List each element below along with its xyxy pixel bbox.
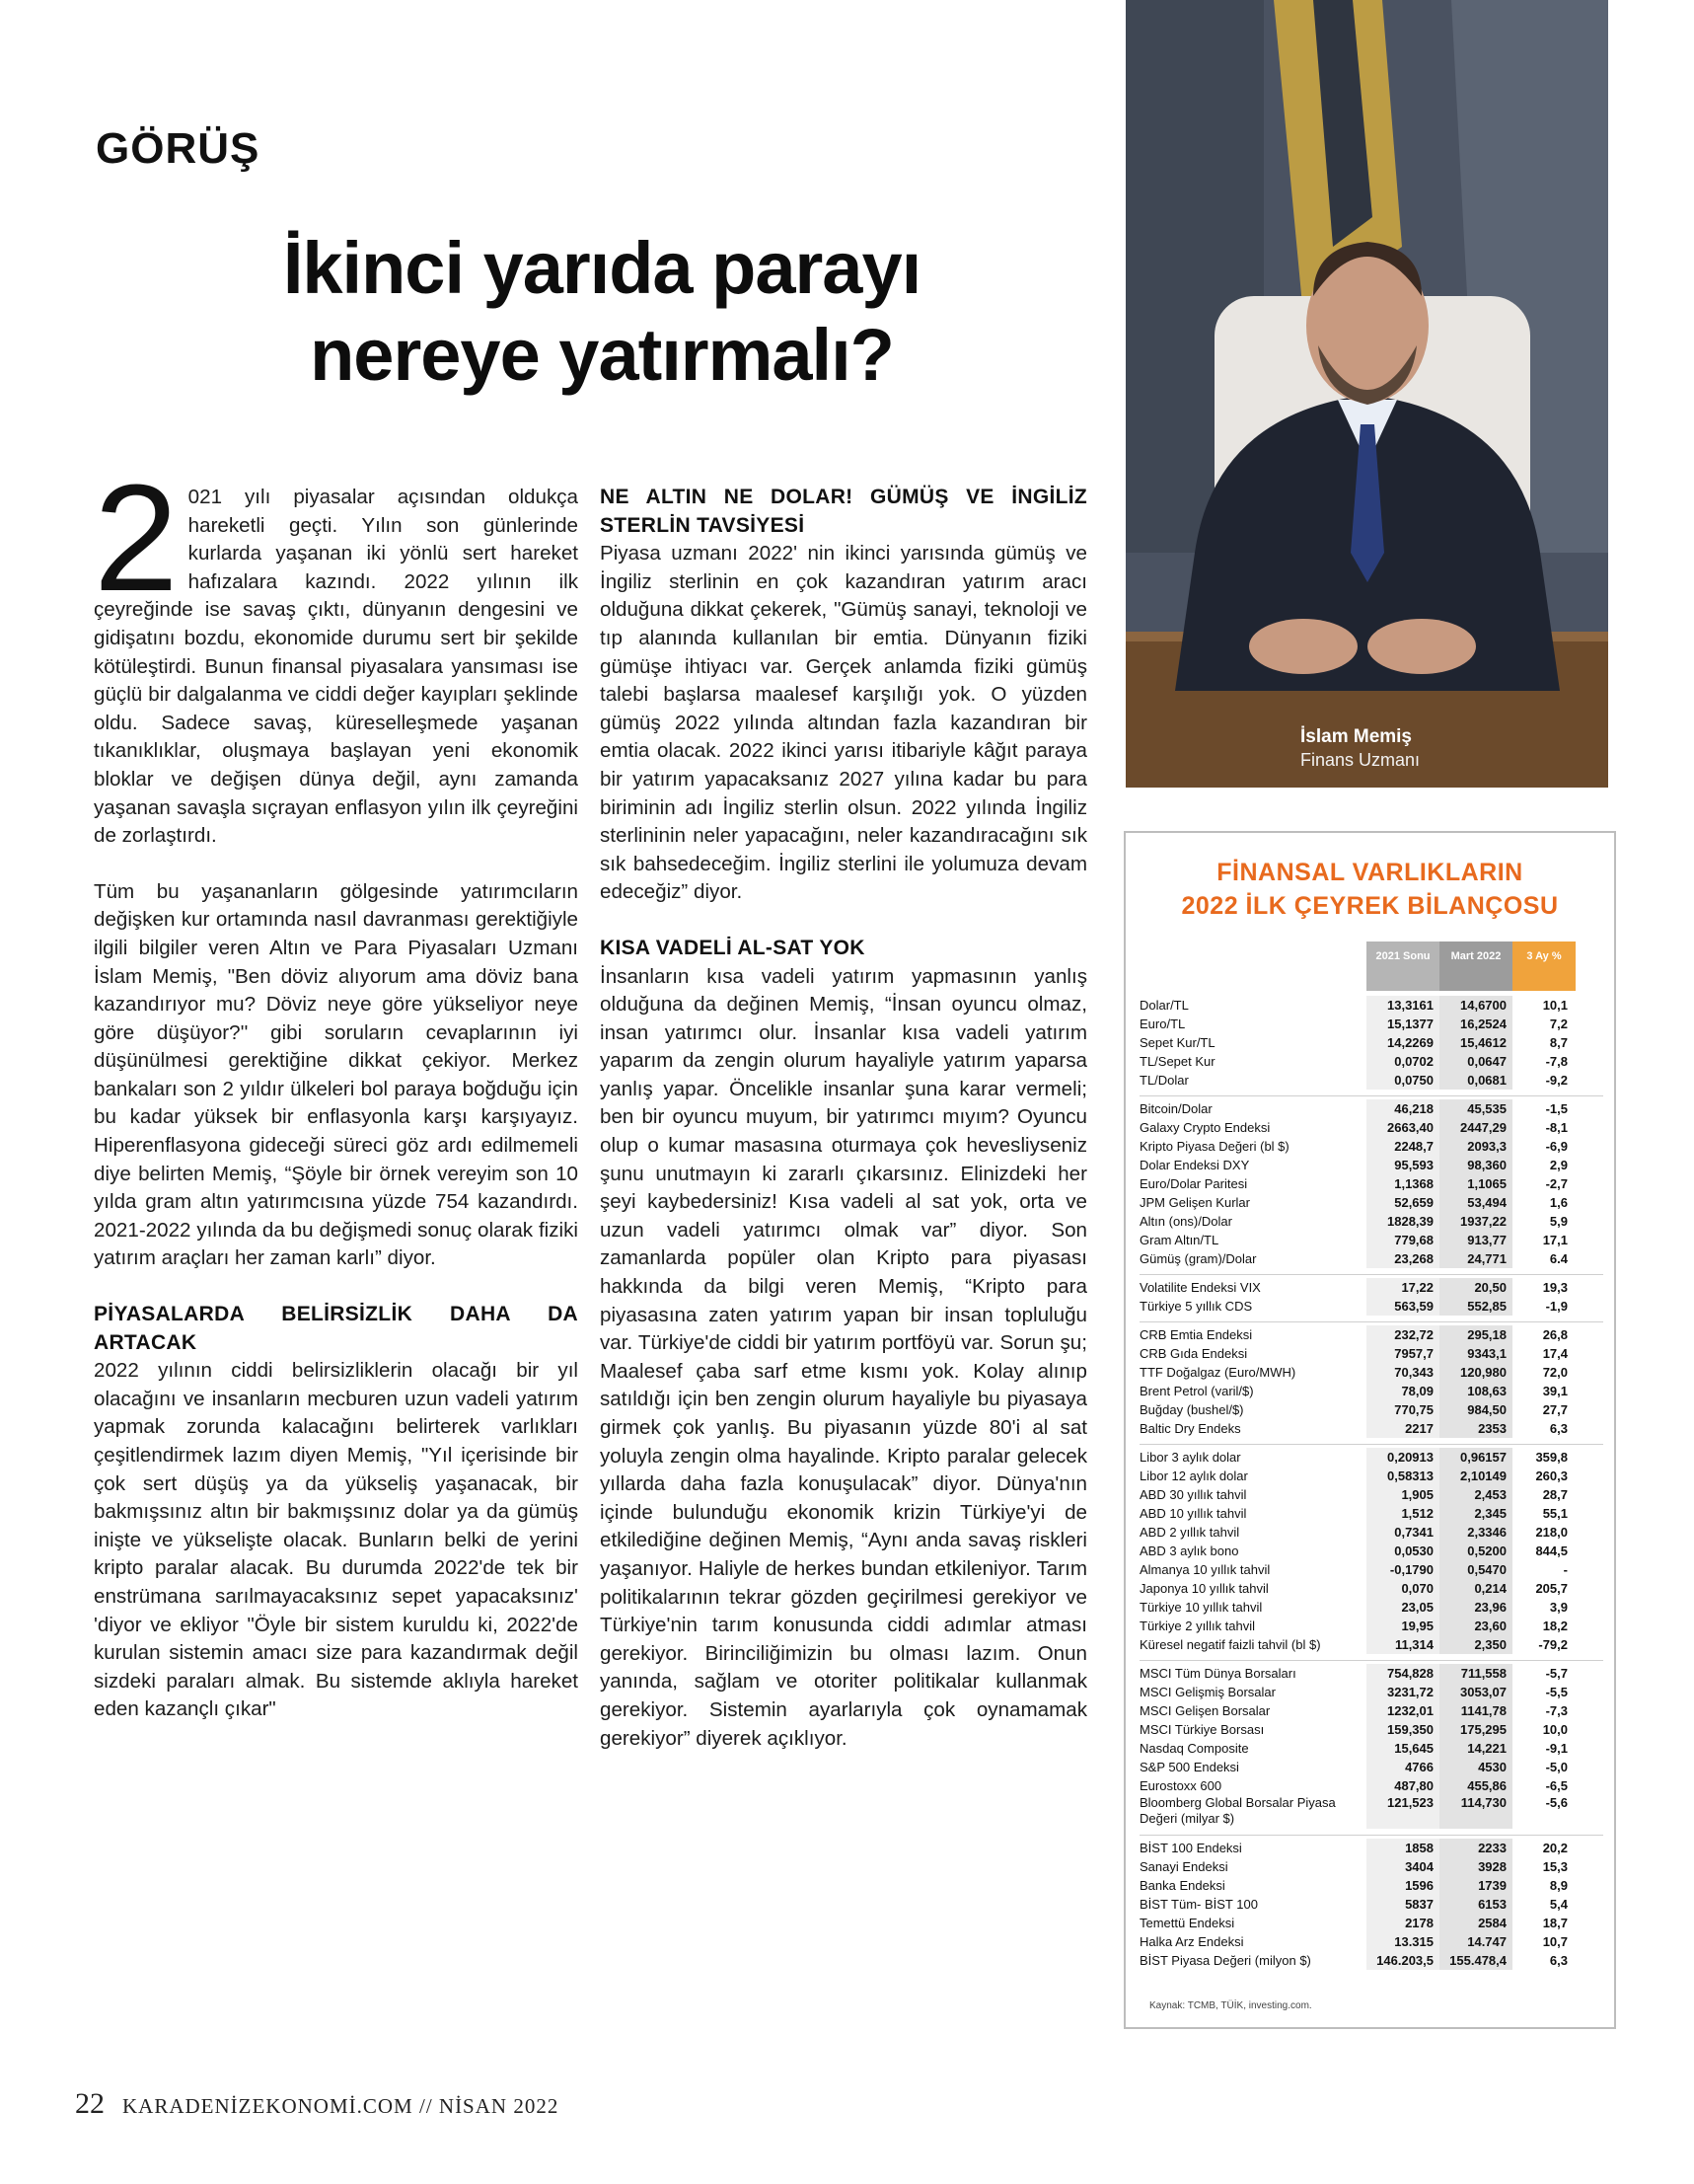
table-row	[1140, 1560, 1603, 1579]
value-mart-2022-cell: 108,63	[1439, 1382, 1512, 1400]
value-mart-2022-cell: 3928	[1439, 1857, 1512, 1876]
column-header-mart-2022: Mart 2022	[1439, 941, 1512, 991]
table-row	[1140, 1382, 1603, 1400]
asset-name-cell: ABD 30 yıllık tahvil	[1140, 1487, 1247, 1502]
table-row	[1140, 1617, 1603, 1635]
table-row	[1140, 1363, 1603, 1382]
value-2021-cell: 52,659	[1366, 1193, 1439, 1212]
asset-name-cell: MSCI Gelişen Borsalar	[1140, 1703, 1271, 1718]
value-mart-2022-cell: 0,0681	[1439, 1071, 1512, 1090]
value-2021-cell: 4766	[1366, 1758, 1439, 1776]
table-row	[1140, 1579, 1603, 1598]
table-row	[1140, 1052, 1603, 1071]
change-3-ay-cell: 5,4	[1512, 1895, 1574, 1914]
table-row	[1140, 1071, 1603, 1090]
value-2021-cell: 779,68	[1366, 1231, 1439, 1249]
asset-name-cell: Libor 3 aylık dolar	[1140, 1450, 1241, 1465]
headline-line-2: nereye yatırmalı?	[310, 314, 894, 396]
change-3-ay-cell: 72,0	[1512, 1363, 1574, 1382]
asset-name-cell: Euro/TL	[1140, 1017, 1186, 1031]
value-mart-2022-cell: 295,18	[1439, 1325, 1512, 1344]
value-2021-cell: 23,05	[1366, 1598, 1439, 1617]
value-2021-cell: 70,343	[1366, 1363, 1439, 1382]
asset-name-cell: Sanayi Endeksi	[1140, 1859, 1228, 1874]
subheading: KISA VADELİ AL-SAT YOK	[600, 936, 865, 959]
value-mart-2022-cell: 0,96157	[1439, 1448, 1512, 1467]
change-3-ay-cell: -6,5	[1512, 1776, 1574, 1795]
table-row	[1140, 1400, 1603, 1419]
table-source: Kaynak: TCMB, TÜİK, investing.com.	[1149, 2000, 1312, 2011]
asset-name-cell: Banka Endeksi	[1140, 1878, 1225, 1893]
value-2021-cell: 1,905	[1366, 1485, 1439, 1504]
table-title-line-1: FİNANSAL VARLIKLARIN	[1216, 859, 1523, 886]
value-2021-cell: 0,0750	[1366, 1071, 1439, 1090]
change-3-ay-cell: 205,7	[1512, 1579, 1574, 1598]
table-row	[1140, 1876, 1603, 1895]
asset-name-cell: Brent Petrol (varil/$)	[1140, 1384, 1254, 1398]
change-3-ay-cell: 8,9	[1512, 1876, 1574, 1895]
table-body	[1140, 993, 1603, 1976]
value-mart-2022-cell: 2,453	[1439, 1485, 1512, 1504]
value-mart-2022-cell: 15,4612	[1439, 1033, 1512, 1052]
change-3-ay-cell: 6,3	[1512, 1951, 1574, 1970]
value-2021-cell: 1858	[1366, 1839, 1439, 1857]
value-mart-2022-cell: 14.747	[1439, 1932, 1512, 1951]
table-row	[1140, 1118, 1603, 1137]
table-row	[1140, 996, 1603, 1015]
table-row	[1140, 1739, 1603, 1758]
portrait-photo	[1126, 0, 1608, 788]
value-mart-2022-cell: 0,5200	[1439, 1542, 1512, 1560]
value-2021-cell: 0,58313	[1366, 1467, 1439, 1485]
value-2021-cell: 23,268	[1366, 1249, 1439, 1268]
value-2021-cell: 1596	[1366, 1876, 1439, 1895]
table-row	[1140, 1895, 1603, 1914]
change-3-ay-cell: 6,3	[1512, 1419, 1574, 1438]
table-group	[1140, 1274, 1603, 1321]
value-2021-cell: 2178	[1366, 1914, 1439, 1932]
asset-name-cell: ABD 10 yıllık tahvil	[1140, 1506, 1247, 1521]
table-row	[1140, 1249, 1603, 1268]
value-2021-cell: 1232,01	[1366, 1701, 1439, 1720]
value-2021-cell: 17,22	[1366, 1278, 1439, 1297]
value-2021-cell: 13.315	[1366, 1932, 1439, 1951]
change-3-ay-cell: 55,1	[1512, 1504, 1574, 1523]
change-3-ay-cell: -5,0	[1512, 1758, 1574, 1776]
paragraph: Tüm bu yaşananların gölgesinde yatırımcıların değişken kur ortamında nasıl davranması gerektiğiyle ilgili bilgiler veren Altın ve Para Piyasaları Uzmanı İslam Memiş, "Ben döviz alıyorum ama döviz bana kazandırıyor mu? Döviz neye göre yükseliyor neye göre düşüyor?'' gibi soruların cevaplarının iyi düşünülmesi gerektiğine dikkat çekiyor. Merkez bankaları son 2 yıldır ülkeleri bol paraya boğduğu için bu kadar yüksek bir enflasyonla karşı karşıyayız. Hiperenflasyona gideceği süreci göz ardı edilmemeli diye belirten Memiş, “Şöyle bir örnek vereyim son 10 yılda gram altın yatırımcısına yüzde 754 kazandırdı. 2021-2022 yılında da bu değişmedi sonuç olarak fiziki yatırım araçları her zaman karlı” diyor.	[94, 879, 578, 1270]
asset-name-cell: MSCI Gelişmiş Borsalar	[1140, 1685, 1276, 1699]
value-mart-2022-cell: 23,96	[1439, 1598, 1512, 1617]
change-3-ay-cell: 18,7	[1512, 1914, 1574, 1932]
table-row	[1140, 1448, 1603, 1467]
change-3-ay-cell: -6,9	[1512, 1137, 1574, 1156]
table-row	[1140, 1212, 1603, 1231]
value-2021-cell: 0,0530	[1366, 1542, 1439, 1560]
table-group	[1140, 1095, 1603, 1274]
table-row	[1140, 1231, 1603, 1249]
headline	[148, 225, 1056, 399]
value-2021-cell: 487,80	[1366, 1776, 1439, 1795]
change-3-ay-cell: 3,9	[1512, 1598, 1574, 1617]
change-3-ay-cell: 1,6	[1512, 1193, 1574, 1212]
change-3-ay-cell: 359,8	[1512, 1448, 1574, 1467]
table-row	[1140, 1635, 1603, 1654]
change-3-ay-cell: 27,7	[1512, 1400, 1574, 1419]
asset-name-cell: Libor 12 aylık dolar	[1140, 1469, 1248, 1483]
table-group	[1140, 1835, 1603, 1976]
asset-name-cell: TTF Doğalgaz (Euro/MWH)	[1140, 1365, 1296, 1380]
change-3-ay-cell: -5,6	[1512, 1795, 1574, 1829]
value-2021-cell: 146.203,5	[1366, 1951, 1439, 1970]
value-mart-2022-cell: 155.478,4	[1439, 1951, 1512, 1970]
value-mart-2022-cell: 24,771	[1439, 1249, 1512, 1268]
table-row	[1140, 1099, 1603, 1118]
asset-name-cell: Dolar/TL	[1140, 998, 1189, 1013]
table-row	[1140, 1174, 1603, 1193]
table-row	[1140, 1542, 1603, 1560]
asset-name-cell: Japonya 10 yıllık tahvil	[1140, 1581, 1269, 1596]
paragraph: Piyasa uzmanı 2022' nin ikinci yarısında gümüş ve İngiliz sterlinin en çok kazandıran yatırım aracı olduğuna dikkat çekerek, "Gümüş sanayi, teknoloji ve tıp alanında kullanılan bir emtia. Dünyanın fiziki gümüşe ihtiyacı var. Gerçek anlamda fiziki gümüş talebi başlarsa maalesef karşılığı yok. O yüzden gümüş 2022 yılında altından fazla kazandıran bir emtia olacak. 2022 ikinci yarısı itibariyle kâğıt paraya bir yatırım yapacaksanız 2027 yılına kadar bu para biriminin adı İngiliz sterlin olsun. 2022 yılında İngiliz sterlininin neler yapacağını, neler kazandıracağını sık sık bahsedeceğim. İngiliz sterlini ile yolumuza devam edeceğiz” diyor.	[600, 542, 1087, 904]
table-row	[1140, 1758, 1603, 1776]
table-row	[1140, 1033, 1603, 1052]
table-row	[1140, 1932, 1603, 1951]
value-2021-cell: 15,1377	[1366, 1015, 1439, 1033]
table-group	[1140, 993, 1603, 1095]
value-mart-2022-cell: 16,2524	[1439, 1015, 1512, 1033]
change-3-ay-cell: -1,5	[1512, 1099, 1574, 1118]
table-row	[1140, 1137, 1603, 1156]
change-3-ay-cell: -5,7	[1512, 1664, 1574, 1683]
table-row	[1140, 1156, 1603, 1174]
publication-name: KARADENİZEKONOMİ.COM // NİSAN 2022	[122, 2094, 559, 2118]
value-2021-cell: 5837	[1366, 1895, 1439, 1914]
page-footer	[75, 2087, 558, 2121]
value-mart-2022-cell: 9343,1	[1439, 1344, 1512, 1363]
value-mart-2022-cell: 2447,29	[1439, 1118, 1512, 1137]
value-mart-2022-cell: 0,5470	[1439, 1560, 1512, 1579]
asset-name-cell: Gram Altın/TL	[1140, 1233, 1219, 1247]
value-mart-2022-cell: 1141,78	[1439, 1701, 1512, 1720]
value-mart-2022-cell: 711,558	[1439, 1664, 1512, 1683]
table-row	[1140, 1701, 1603, 1720]
value-2021-cell: 46,218	[1366, 1099, 1439, 1118]
value-mart-2022-cell: 6153	[1439, 1895, 1512, 1914]
asset-name-cell: Galaxy Crypto Endeksi	[1140, 1120, 1271, 1135]
asset-name-cell: S&P 500 Endeksi	[1140, 1760, 1239, 1774]
change-3-ay-cell: -1,9	[1512, 1297, 1574, 1316]
value-mart-2022-cell: 114,730	[1439, 1795, 1512, 1829]
table-row	[1140, 1467, 1603, 1485]
value-2021-cell: 1,1368	[1366, 1174, 1439, 1193]
asset-name-cell: Sepet Kur/TL	[1140, 1035, 1215, 1050]
change-3-ay-cell: -5,5	[1512, 1683, 1574, 1701]
change-3-ay-cell: 39,1	[1512, 1382, 1574, 1400]
change-3-ay-cell: 17,4	[1512, 1344, 1574, 1363]
asset-name-cell: Volatilite Endeksi VIX	[1140, 1280, 1261, 1295]
table-row	[1140, 1857, 1603, 1876]
value-mart-2022-cell: 23,60	[1439, 1617, 1512, 1635]
asset-name-cell: Almanya 10 yıllık tahvil	[1140, 1562, 1271, 1577]
change-3-ay-cell: 10,0	[1512, 1720, 1574, 1739]
change-3-ay-cell: -7,8	[1512, 1052, 1574, 1071]
intro-text: 021 yılı piyasalar açısından oldukça hareketli geçti. Yılın son günlerinde kurlarda yaşanan iki yönlü sert hareket hafızalara kazındı. 2022 yılının ilk çeyreğinde ise savaş çıktı, dünyanın dengesini ve gidişatını bozdu, ekonomide durumu sert bir şekilde kötüleştirdi. Bunun finansal piyasalara yansıması ise güçlü bir dalgalanma ve ciddi değer kayıpları şeklinde oldu. Sadece savaş, küreselleşmede yaşanan tıkanıklıklar, oluşmaya başlayan yeni ekonomik bloklar ve değişen dünya değil, aynı zamanda yaşanan savaşla sıçrayan enflasyon yılın ilk çeyreğini de zorlaştırdı.	[94, 486, 578, 848]
table-row	[1140, 1839, 1603, 1857]
table-row	[1140, 1914, 1603, 1932]
column-header-2021: 2021 Sonu	[1366, 941, 1439, 991]
change-3-ay-cell: -	[1512, 1560, 1574, 1579]
table-group	[1140, 1660, 1603, 1835]
value-mart-2022-cell: 4530	[1439, 1758, 1512, 1776]
table-row	[1140, 1278, 1603, 1297]
change-3-ay-cell: 28,7	[1512, 1485, 1574, 1504]
value-mart-2022-cell: 913,77	[1439, 1231, 1512, 1249]
asset-name-cell: MSCI Türkiye Borsası	[1140, 1722, 1265, 1737]
asset-name-cell: Türkiye 5 yıllık CDS	[1140, 1299, 1253, 1314]
table-row	[1140, 1523, 1603, 1542]
value-2021-cell: 0,070	[1366, 1579, 1439, 1598]
table-row	[1140, 1193, 1603, 1212]
change-3-ay-cell: 10,7	[1512, 1932, 1574, 1951]
value-2021-cell: 563,59	[1366, 1297, 1439, 1316]
value-mart-2022-cell: 2584	[1439, 1914, 1512, 1932]
change-3-ay-cell: 260,3	[1512, 1467, 1574, 1485]
value-mart-2022-cell: 98,360	[1439, 1156, 1512, 1174]
value-2021-cell: 13,3161	[1366, 996, 1439, 1015]
value-mart-2022-cell: 3053,07	[1439, 1683, 1512, 1701]
asset-name-cell: BİST Tüm- BİST 100	[1140, 1897, 1258, 1912]
table-row	[1140, 1598, 1603, 1617]
table-row	[1140, 1951, 1603, 1970]
column-header-3-ay: 3 Ay %	[1512, 941, 1576, 991]
value-mart-2022-cell: 2,3346	[1439, 1523, 1512, 1542]
asset-name-cell: ABD 3 aylık bono	[1140, 1544, 1239, 1558]
value-2021-cell: -0,1790	[1366, 1560, 1439, 1579]
value-mart-2022-cell: 1937,22	[1439, 1212, 1512, 1231]
value-2021-cell: 0,7341	[1366, 1523, 1439, 1542]
subheading: PİYASALARDA BELİRSİZLİK DAHA DA ARTACAK	[94, 1303, 578, 1354]
table-group	[1140, 1321, 1603, 1444]
table-row	[1140, 1776, 1603, 1795]
table-row	[1140, 1325, 1603, 1344]
change-3-ay-cell: 10,1	[1512, 996, 1574, 1015]
value-2021-cell: 2663,40	[1366, 1118, 1439, 1137]
change-3-ay-cell: 6.4	[1512, 1249, 1574, 1268]
value-2021-cell: 159,350	[1366, 1720, 1439, 1739]
value-mart-2022-cell: 2233	[1439, 1839, 1512, 1857]
value-2021-cell: 232,72	[1366, 1325, 1439, 1344]
change-3-ay-cell: 844,5	[1512, 1542, 1574, 1560]
value-mart-2022-cell: 984,50	[1439, 1400, 1512, 1419]
value-2021-cell: 78,09	[1366, 1382, 1439, 1400]
table-row	[1140, 1683, 1603, 1701]
table-row	[1140, 1297, 1603, 1316]
asset-name-cell: Nasdaq Composite	[1140, 1741, 1249, 1756]
value-2021-cell: 7957,7	[1366, 1344, 1439, 1363]
asset-name-cell: Buğday (bushel/$)	[1140, 1402, 1244, 1417]
value-mart-2022-cell: 2093,3	[1439, 1137, 1512, 1156]
change-3-ay-cell: 7,2	[1512, 1015, 1574, 1033]
value-mart-2022-cell: 53,494	[1439, 1193, 1512, 1212]
value-2021-cell: 0,20913	[1366, 1448, 1439, 1467]
change-3-ay-cell: 15,3	[1512, 1857, 1574, 1876]
value-2021-cell: 95,593	[1366, 1156, 1439, 1174]
value-mart-2022-cell: 1,1065	[1439, 1174, 1512, 1193]
table-title-line-2: 2022 İLK ÇEYREK BİLANÇOSU	[1181, 892, 1559, 920]
table-row	[1140, 1419, 1603, 1438]
asset-name-cell: Euro/Dolar Paritesi	[1140, 1176, 1248, 1191]
change-3-ay-cell: -79,2	[1512, 1635, 1574, 1654]
value-mart-2022-cell: 2,10149	[1439, 1467, 1512, 1485]
value-2021-cell: 15,645	[1366, 1739, 1439, 1758]
table-row	[1140, 1485, 1603, 1504]
asset-name-cell: Bloomberg Global Borsalar Piyasa Değeri (milyar $)	[1140, 1795, 1336, 1826]
table-row	[1140, 1504, 1603, 1523]
change-3-ay-cell: 26,8	[1512, 1325, 1574, 1344]
change-3-ay-cell: -9,2	[1512, 1071, 1574, 1090]
asset-name-cell: Dolar Endeksi DXY	[1140, 1158, 1250, 1172]
article-column-1	[94, 453, 578, 1752]
change-3-ay-cell: -9,1	[1512, 1739, 1574, 1758]
value-mart-2022-cell: 20,50	[1439, 1278, 1512, 1297]
change-3-ay-cell: 5,9	[1512, 1212, 1574, 1231]
table-row	[1140, 1015, 1603, 1033]
value-2021-cell: 2217	[1366, 1419, 1439, 1438]
change-3-ay-cell: 8,7	[1512, 1033, 1574, 1052]
value-mart-2022-cell: 14,221	[1439, 1739, 1512, 1758]
value-mart-2022-cell: 120,980	[1439, 1363, 1512, 1382]
value-mart-2022-cell: 45,535	[1439, 1099, 1512, 1118]
subheading: NE ALTIN NE DOLAR! GÜMÜŞ VE İNGİLİZ STERLİN TAVSİYESİ	[600, 486, 1087, 537]
asset-name-cell: Halka Arz Endeksi	[1140, 1934, 1244, 1949]
value-2021-cell: 3404	[1366, 1857, 1439, 1876]
value-2021-cell: 2248,7	[1366, 1137, 1439, 1156]
asset-name-cell: Kripto Piyasa Değeri (bl $)	[1140, 1139, 1289, 1154]
paragraph: 2022 yılının ciddi belirsizliklerin olacağı bir yıl olacağını ve insanların mecburen uzun vadeli yatırım yapmak zorunda kalacağını belirterek varlıkları çeşitlendirmek lazım diyen Memiş, "Yıl içerisinde bir çok sert düşüş ya da yükseliş yaşanacak, bir bakmışsınız altın bir bakmışsınız dolar ya da gümüş inişte ve yükselişte olacak. Bunların belki de yerini kripto paralar alacak. Bu durumda 2022'de tek bir enstrümana sarılmayacaksınız sepet yapacaksınız' 'diyor ve ekliyor "Öyle bir sistem kuruldu ki, 2022'de kurulan sistemin amacı size para kazandırmak değil sizdeki paraları almak. Bu sistemde aklıyla hareket eden kazançlı çıkar"	[94, 1359, 578, 1721]
value-mart-2022-cell: 0,214	[1439, 1579, 1512, 1598]
value-2021-cell: 1828,39	[1366, 1212, 1439, 1231]
headline-line-1: İkinci yarıda parayı	[282, 227, 921, 309]
asset-name-cell: Altın (ons)/Dolar	[1140, 1214, 1232, 1229]
financial-assets-table	[1124, 831, 1616, 2029]
value-mart-2022-cell: 175,295	[1439, 1720, 1512, 1739]
asset-name-cell: Baltic Dry Endeks	[1140, 1421, 1241, 1436]
dropcap: 2	[94, 453, 179, 623]
paragraph: İnsanların kısa vadeli yatırım yapmasının yanlış olduğuna da değinen Memiş, “İnsan oyuncu olmaz, insan yatırımcı olur. İnsanlar kısa vadeli yatırım yaparım da zengin olurum hayaliyle yatırım yaparsa yanlış yapar. Öncelikle insanlar şuna karar vermeli; ben bir oyuncu muyum, bir yatırımcı mıyım? Oyuncu olup o kumar masasına oturmaya çok hevesliyseniz şunu unutmayın ki zararlı çıkarsınız. Elinizdeki her şeyi kaybedersiniz! Kısa vadeli al sat yok, orta ve uzun vadeli yatırımcı olmak var” diyor. Son zamanlarda popüler olan Kripto para piyasası hakkında da bilgi veren Memiş, “Kripto para piyasasına zaten yatırım yapan bir insan topluluğu var. Türkiye'de ciddi bir yatırım portföyü var. Sorun şu; Maalesef çaba sarf etme kısmı yok. Kolay alınıp satıldığı için ben zengin olurum hayaliyle bu piyasaya girmek çok yanlış. Bu piyasanın yüzde 80'i al sat yoluyla zengin olma hayalinde. Kripto paralar gelecek yıllarda daha fazla konuşulacak” diyor. Dünya'nın içinde bulunduğu ekonomik krizin Türkiye'yi de etkilediğine değinen Memiş, “Aynı anda savaş riskleri yaşanıyor. Haliyle de herkes bundan etkileniyor. Tarım politikalarının tekrar gözden geçirilmesi gerekiyor ve Türkiye'nin tarım konusunda ciddi adımlar atması gerekiyor. Birinciliğimizin bu olması lazım. Onun yanında, sağlam ve otoriter politikalar kullanmak gerekiyor. Sistemin ayarlarıyla çok oynamamak gerekiyor” diyerek açıklıyor.	[600, 964, 1087, 1750]
page-number: 22	[75, 2087, 105, 2120]
value-mart-2022-cell: 2,345	[1439, 1504, 1512, 1523]
asset-name-cell: Bitcoin/Dolar	[1140, 1101, 1213, 1116]
value-2021-cell: 3231,72	[1366, 1683, 1439, 1701]
change-3-ay-cell: 2,9	[1512, 1156, 1574, 1174]
change-3-ay-cell: 17,1	[1512, 1231, 1574, 1249]
asset-name-cell: CRB Gıda Endeksi	[1140, 1346, 1248, 1361]
asset-name-cell: BİST Piyasa Değeri (milyon $)	[1140, 1953, 1311, 1968]
asset-name-cell: Türkiye 2 yıllık tahvil	[1140, 1619, 1256, 1633]
change-3-ay-cell: -7,3	[1512, 1701, 1574, 1720]
asset-name-cell: Türkiye 10 yıllık tahvil	[1140, 1600, 1263, 1615]
change-3-ay-cell: 218,0	[1512, 1523, 1574, 1542]
table-title	[1126, 856, 1614, 923]
asset-name-cell: BİST 100 Endeksi	[1140, 1841, 1242, 1855]
value-mart-2022-cell: 552,85	[1439, 1297, 1512, 1316]
value-2021-cell: 11,314	[1366, 1635, 1439, 1654]
asset-name-cell: JPM Gelişen Kurlar	[1140, 1195, 1250, 1210]
value-2021-cell: 14,2269	[1366, 1033, 1439, 1052]
change-3-ay-cell: -2,7	[1512, 1174, 1574, 1193]
asset-name-cell: Eurostoxx 600	[1140, 1778, 1222, 1793]
value-2021-cell: 754,828	[1366, 1664, 1439, 1683]
asset-name-cell: TL/Sepet Kur	[1140, 1054, 1215, 1069]
photo-caption-name: İslam Memiş	[1300, 726, 1412, 747]
value-2021-cell: 770,75	[1366, 1400, 1439, 1419]
value-2021-cell: 121,523	[1366, 1795, 1439, 1829]
change-3-ay-cell: 20,2	[1512, 1839, 1574, 1857]
asset-name-cell: Küresel negatif faizli tahvil (bl $)	[1140, 1637, 1321, 1652]
value-mart-2022-cell: 455,86	[1439, 1776, 1512, 1795]
value-mart-2022-cell: 0,0647	[1439, 1052, 1512, 1071]
table-row	[1140, 1795, 1603, 1829]
asset-name-cell: Gümüş (gram)/Dolar	[1140, 1251, 1257, 1266]
asset-name-cell: MSCI Tüm Dünya Borsaları	[1140, 1666, 1296, 1681]
photo-caption-role: Finans Uzmanı	[1300, 750, 1421, 770]
section-label: GÖRÜŞ	[96, 124, 260, 173]
value-mart-2022-cell: 1739	[1439, 1876, 1512, 1895]
asset-name-cell: TL/Dolar	[1140, 1073, 1189, 1088]
table-group	[1140, 1444, 1603, 1660]
change-3-ay-cell: 18,2	[1512, 1617, 1574, 1635]
value-mart-2022-cell: 2353	[1439, 1419, 1512, 1438]
article-column-2	[600, 484, 1087, 1780]
value-mart-2022-cell: 14,6700	[1439, 996, 1512, 1015]
intro-paragraph	[94, 453, 578, 851]
asset-name-cell: Temettü Endeksi	[1140, 1916, 1235, 1930]
table-row	[1140, 1720, 1603, 1739]
portrait-illustration	[1126, 0, 1608, 788]
value-2021-cell: 1,512	[1366, 1504, 1439, 1523]
asset-name-cell: CRB Emtia Endeksi	[1140, 1327, 1253, 1342]
value-mart-2022-cell: 2,350	[1439, 1635, 1512, 1654]
change-3-ay-cell: 19,3	[1512, 1278, 1574, 1297]
change-3-ay-cell: -8,1	[1512, 1118, 1574, 1137]
table-row	[1140, 1664, 1603, 1683]
value-2021-cell: 0,0702	[1366, 1052, 1439, 1071]
value-2021-cell: 19,95	[1366, 1617, 1439, 1635]
table-row	[1140, 1344, 1603, 1363]
asset-name-cell: ABD 2 yıllık tahvil	[1140, 1525, 1240, 1540]
